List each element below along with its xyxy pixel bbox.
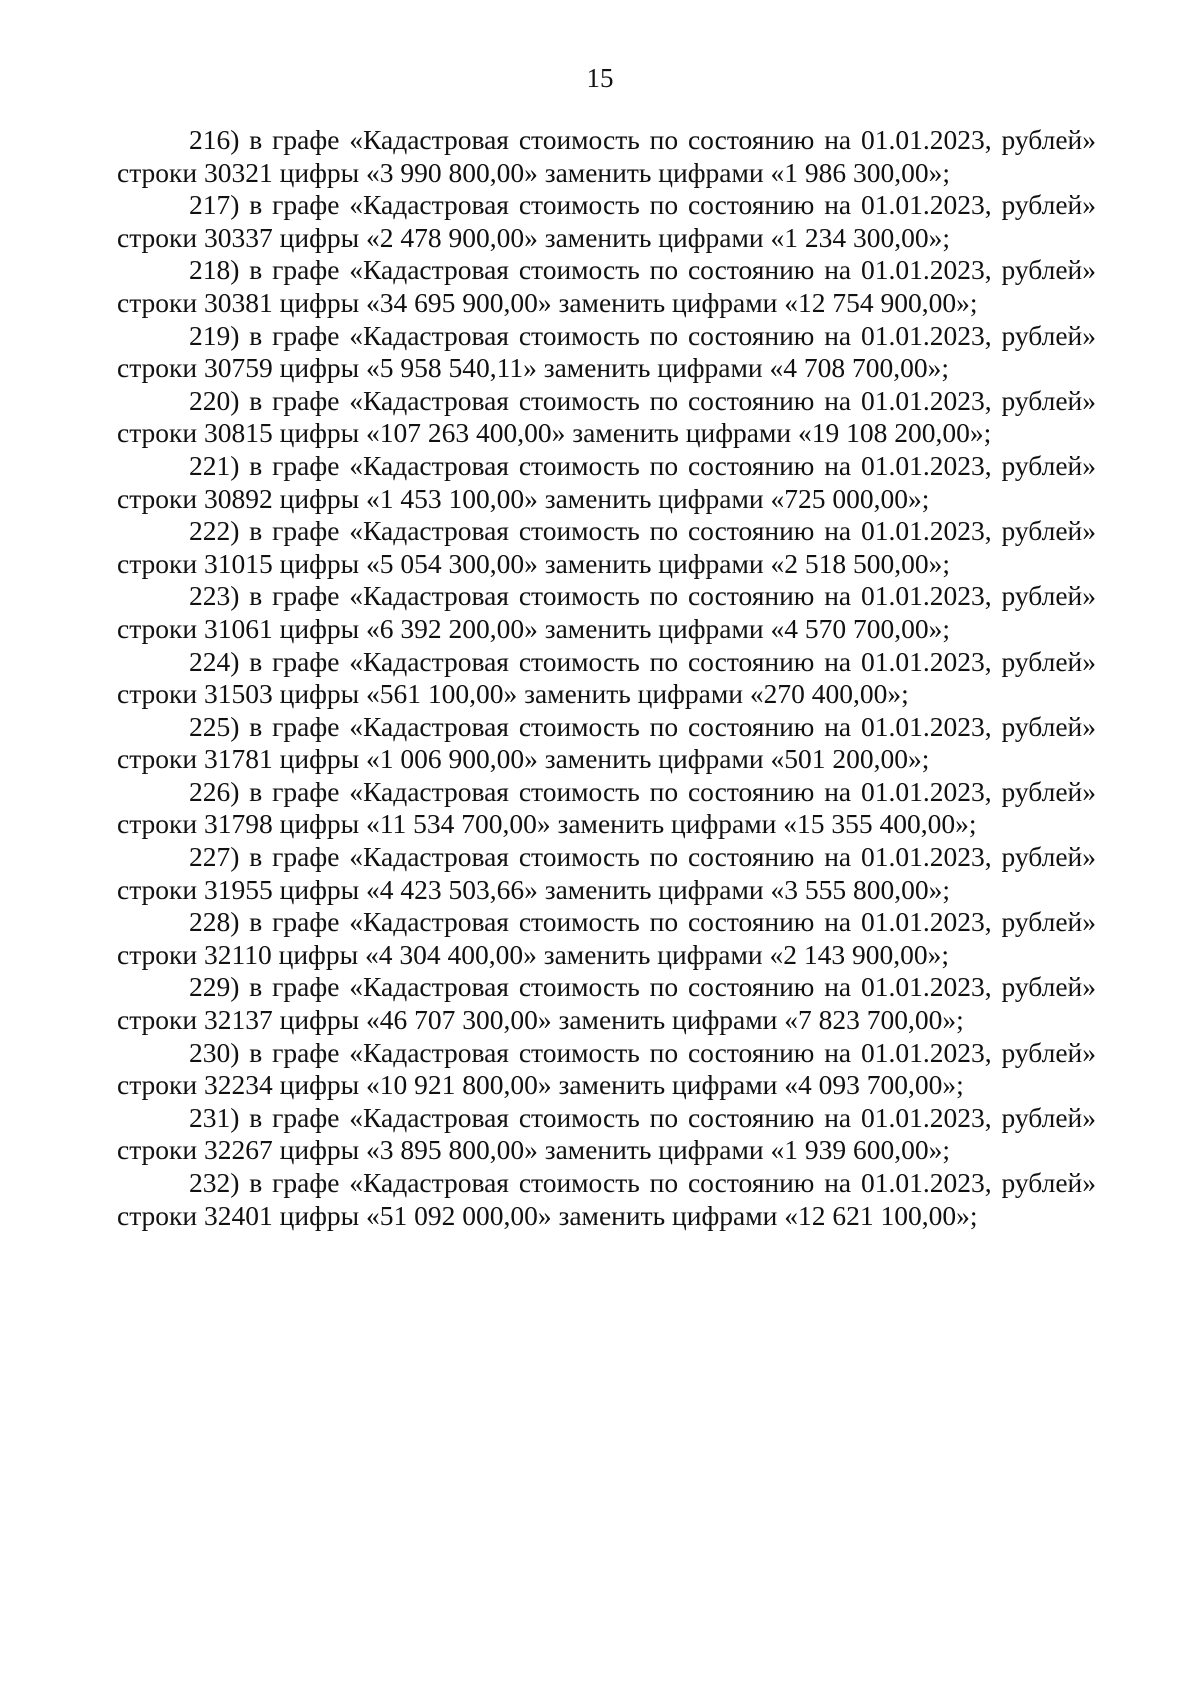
- amendment-item-224: 224) в графе «Кадастровая стоимость по состоянию на 01.01.2023, рублей» строки 31503 цифры «561 100,00» заменить цифрами «270 400,00»;: [117, 645, 1096, 710]
- amendment-list: [117, 124, 1096, 1232]
- amendment-item-218: 218) в графе «Кадастровая стоимость по состоянию на 01.01.2023, рублей» строки 30381 цифры «34 695 900,00» заменить цифрами «12 754 900,00»;: [117, 254, 1096, 318]
- amendment-item-217: 217) в графе «Кадастровая стоимость по состоянию на 01.01.2023, рублей» строки 30337 цифры «2 478 900,00» заменить цифрами «1 234 300,00»;: [117, 189, 1096, 253]
- amendment-item-226: 226) в графе «Кадастровая стоимость по состоянию на 01.01.2023, рублей» строки 31798 цифры «11 534 700,00» заменить цифрами «15 355 400,00»;: [117, 775, 1096, 840]
- amendment-item-223: 223) в графе «Кадастровая стоимость по состоянию на 01.01.2023, рублей» строки 31061 цифры «6 392 200,00» заменить цифрами «4 570 700,00»;: [117, 580, 1096, 644]
- amendment-item-220: 220) в графе «Кадастровая стоимость по состоянию на 01.01.2023, рублей» строки 30815 цифры «107 263 400,00» заменить цифрами «19 108 200,00»;: [117, 384, 1096, 449]
- amendment-item-222: 222) в графе «Кадастровая стоимость по состоянию на 01.01.2023, рублей» строки 31015 цифры «5 054 300,00» заменить цифрами «2 518 500,00»;: [117, 515, 1096, 579]
- amendment-item-216: 216) в графе «Кадастровая стоимость по состоянию на 01.01.2023, рублей» строки 30321 цифры «3 990 800,00» заменить цифрами «1 986 300,00»;: [117, 124, 1096, 188]
- amendment-item-232: 232) в графе «Кадастровая стоимость по состоянию на 01.01.2023, рублей» строки 32401 цифры «51 092 000,00» заменить цифрами «12 621 100,00»;: [117, 1167, 1096, 1231]
- amendment-item-231: 231) в графе «Кадастровая стоимость по состоянию на 01.01.2023, рублей» строки 32267 цифры «3 895 800,00» заменить цифрами «1 939 600,00»;: [117, 1101, 1096, 1166]
- amendment-item-221: 221) в графе «Кадастровая стоимость по состоянию на 01.01.2023, рублей» строки 30892 цифры «1 453 100,00» заменить цифрами «725 000,00»;: [117, 449, 1096, 514]
- amendment-item-219: 219) в графе «Кадастровая стоимость по состоянию на 01.01.2023, рублей» строки 30759 цифры «5 958 540,11» заменить цифрами «4 708 700,00»;: [117, 319, 1096, 384]
- amendment-item-227: 227) в графе «Кадастровая стоимость по состоянию на 01.01.2023, рублей» строки 31955 цифры «4 423 503,66» заменить цифрами «3 555 800,00»;: [117, 841, 1096, 905]
- amendment-item-225: 225) в графе «Кадастровая стоимость по состоянию на 01.01.2023, рублей» строки 31781 цифры «1 006 900,00» заменить цифрами «501 200,00»;: [117, 710, 1096, 775]
- amendment-item-229: 229) в графе «Кадастровая стоимость по состоянию на 01.01.2023, рублей» строки 32137 цифры «46 707 300,00» заменить цифрами «7 823 700,00»;: [117, 971, 1096, 1036]
- amendment-item-228: 228) в графе «Кадастровая стоимость по состоянию на 01.01.2023, рублей» строки 32110 цифры «4 304 400,00» заменить цифрами «2 143 900,00»;: [117, 906, 1096, 970]
- amendment-item-230: 230) в графе «Кадастровая стоимость по состоянию на 01.01.2023, рублей» строки 32234 цифры «10 921 800,00» заменить цифрами «4 093 700,00»;: [117, 1036, 1096, 1101]
- page-number: 15: [586, 63, 614, 93]
